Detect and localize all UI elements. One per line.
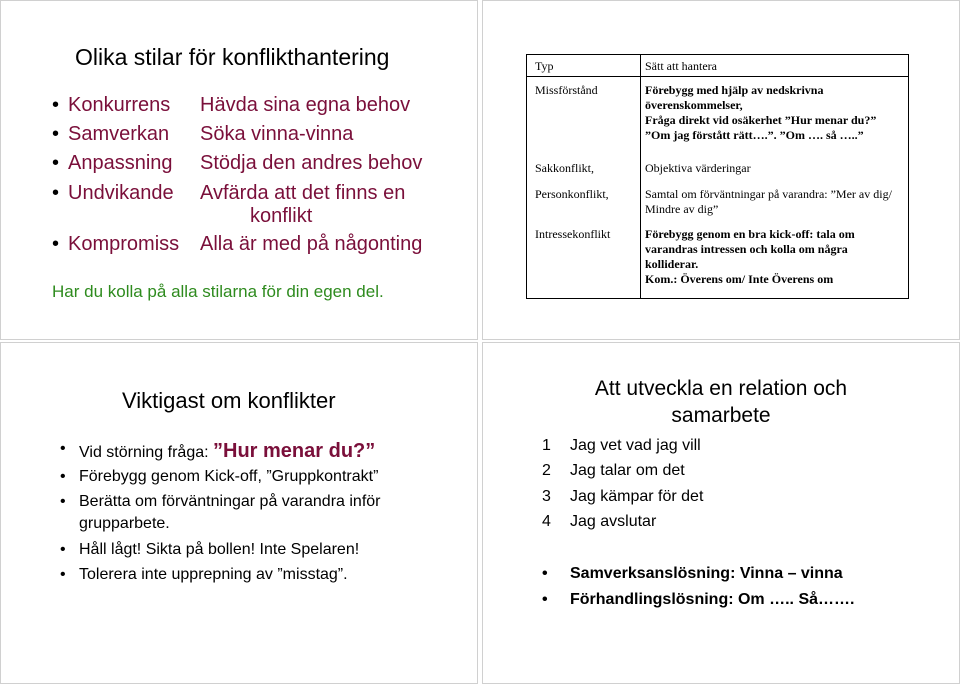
slide1-footer: Har du kolla på alla stilarna för din egen del. xyxy=(52,282,384,301)
bullet-icon: • xyxy=(60,541,66,558)
bullet-icon: • xyxy=(60,440,66,457)
list-item-text: grupparbete. xyxy=(79,515,170,532)
table-cell-type: Missförstånd xyxy=(535,83,598,97)
table-header-action: Sätt att hantera xyxy=(645,59,717,73)
solution-text: Samverksanslösning: Vinna – vinna xyxy=(570,565,843,582)
bullet-icon: • xyxy=(52,94,60,116)
list-item-text xyxy=(79,440,375,463)
style-desc: Alla är med på någonting xyxy=(200,233,423,255)
action-text: Fråga direkt vid osäkerhet ”Hur menar du?” ”Om jag förstått rätt….”. ”Om …. så …..” xyxy=(645,113,877,142)
table-header-type: Typ xyxy=(535,59,554,73)
bullet-icon: • xyxy=(60,493,66,510)
table-cell-action xyxy=(645,83,903,143)
table-cell-type: Sakkonflikt, xyxy=(535,161,594,175)
conflict-type-table xyxy=(526,54,909,299)
bullet-icon: • xyxy=(542,565,548,582)
style-desc: Söka vinna-vinna xyxy=(200,123,354,145)
table-cell-type: Personkonflikt, xyxy=(535,187,609,201)
table-cell-action xyxy=(645,227,903,287)
style-desc: Avfärda att det finns en xyxy=(200,182,406,204)
step-number: 3 xyxy=(542,488,551,505)
step-number: 4 xyxy=(542,513,551,530)
step-text: Jag vet vad jag vill xyxy=(570,437,701,454)
step-text: Jag avslutar xyxy=(570,513,657,530)
step-text: Jag kämpar för det xyxy=(570,488,704,505)
question-highlight: ”Hur menar du?” xyxy=(213,440,376,462)
style-term: Samverkan xyxy=(68,123,170,145)
table-cell-type: Intressekonflikt xyxy=(535,227,611,241)
slide3-title: Viktigast om konflikter xyxy=(122,388,336,413)
table-column-divider xyxy=(640,55,641,298)
list-item-text: Berätta om förväntningar på varandra inför xyxy=(79,493,381,510)
bullet-icon: • xyxy=(52,182,60,204)
action-text: Kom.: Överens om/ Inte Överens om xyxy=(645,272,834,286)
bullet-icon: • xyxy=(52,152,60,174)
step-number: 2 xyxy=(542,462,551,479)
solution-text: Förhandlingslösning: Om ….. Så……. xyxy=(570,591,855,608)
question-prefix: Vid störning fråga: xyxy=(79,444,214,461)
list-item-text: Tolerera inte upprepning av ”misstag”. xyxy=(79,566,348,583)
step-text: Jag talar om det xyxy=(570,462,685,479)
bullet-icon: • xyxy=(60,566,66,583)
step-number: 1 xyxy=(542,437,551,454)
list-item-text: Håll lågt! Sikta på bollen! Inte Spelaren! xyxy=(79,541,360,558)
style-term: Undvikande xyxy=(68,182,174,204)
style-term: Konkurrens xyxy=(68,94,171,116)
style-term: Anpassning xyxy=(68,152,173,174)
slide1-title: Olika stilar för konflikthantering xyxy=(75,44,390,70)
action-bold-text: Förebygg med hjälp av nedskrivna överenskommelser, xyxy=(645,83,824,112)
table-header-divider xyxy=(527,76,908,77)
style-desc: Stödja den andres behov xyxy=(200,152,423,174)
slide4-title xyxy=(482,375,960,429)
style-desc-continued: konflikt xyxy=(250,205,313,227)
bullet-icon: • xyxy=(542,591,548,608)
bullet-icon: • xyxy=(60,468,66,485)
bullet-icon: • xyxy=(52,233,60,255)
action-bold-text: Förebygg genom en bra kick-off: tala om varandras intressen och kolla om några kolliderar. xyxy=(645,227,855,271)
table-cell-action: Objektiva värderingar xyxy=(645,161,751,175)
style-term: Kompromiss xyxy=(68,233,180,255)
bullet-icon: • xyxy=(52,123,60,145)
slide4-title-line1: Att utveckla en relation och xyxy=(594,377,848,400)
list-item-text: Förebygg genom Kick-off, ”Gruppkontrakt” xyxy=(79,468,379,485)
style-desc: Hävda sina egna behov xyxy=(200,94,411,116)
slide4-title-line2: samarbete xyxy=(671,404,771,427)
table-cell-action: Samtal om förväntningar på varandra: ”Mer av dig/ Mindre av dig” xyxy=(645,187,892,216)
